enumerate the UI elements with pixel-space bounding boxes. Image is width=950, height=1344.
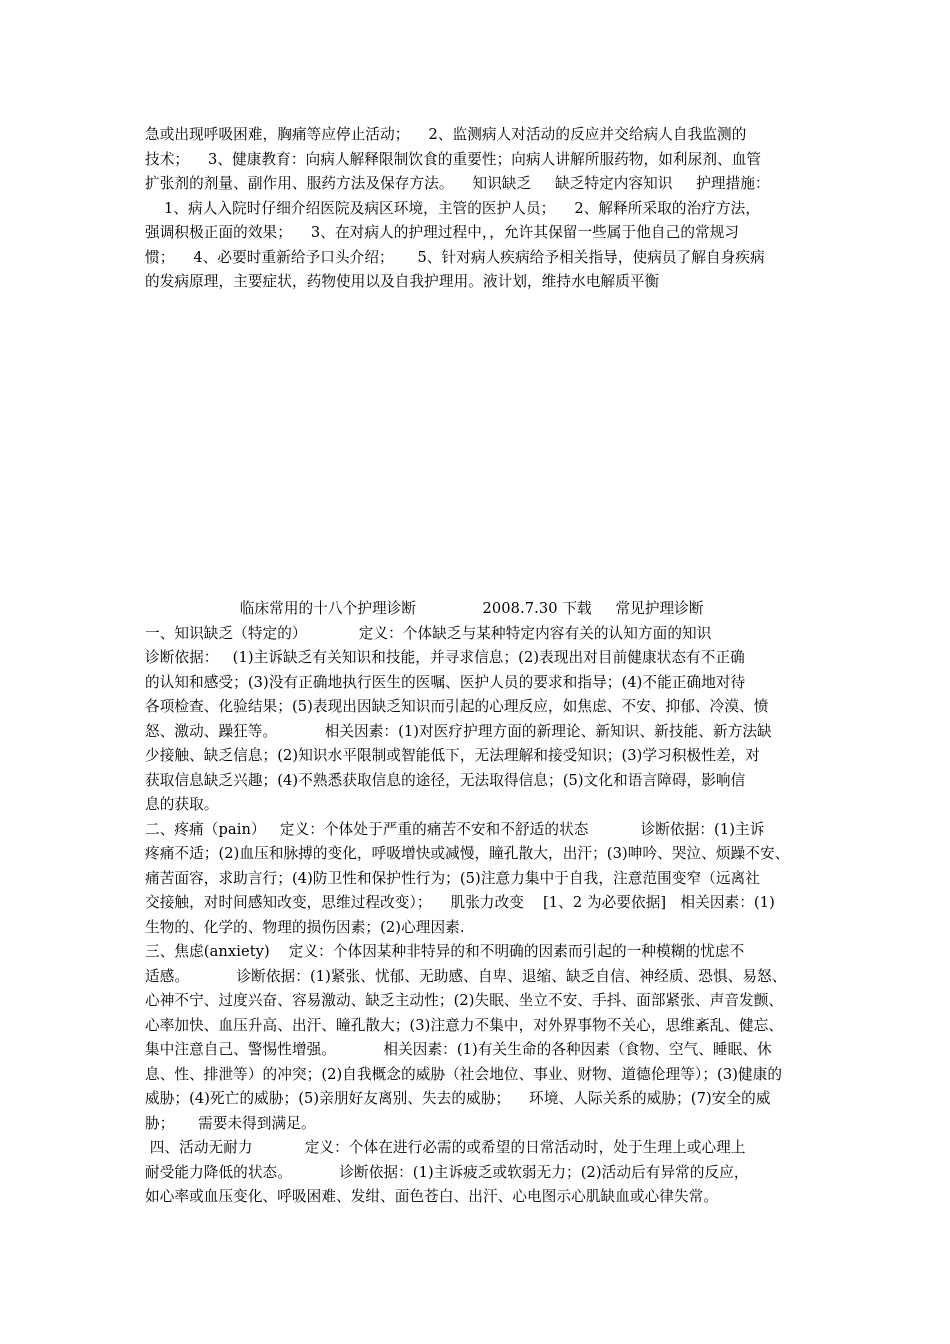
text-line: 的发病原理，主要症状，药物使用以及自我护理用。液计划，维持水电解质平衡 [145,273,660,290]
text-line: 的认知和感受；(3)没有正确地执行医生的医嘱、医护人员的要求和指导；(4)不能正确地对待 [145,673,746,691]
text-line: 技术； 3、健康教育：向病人解释限制饮食的重要性；向病人讲解所服药物，如利尿剂、血管 [145,150,762,168]
text-line: 集中注意自己、警惕性增强。 相关因素：(1)有关生命的各种因素（食物、空气、睡眠、休 [145,1041,772,1058]
text-line: 诊断依据： (1)主诉缺乏有关知识和技能，并寻求信息；(2)表现出对目前健康状态有不正确 [145,649,745,666]
nursing-diagnosis-section [145,597,811,1210]
text-line: 怒、激动、躁狂等。 相关因素：(1)对医疗护理方面的新理论、新知识、新技能、新方法缺 [145,722,772,740]
text-line: 适感。 诊断依据：(1)紧张、忧郁、无助感、自卑、退缩、缺乏自信、神经质、恐惧、易怒、 [145,967,787,985]
text-line: 心神不宁、过度兴奋、容易激动、缺乏主动性；(2)失眠、坐立不安、手抖、面部紧张、声音发颤、 [145,992,784,1009]
text-line: 四、活动无耐力 定义：个体在进行必需的或希望的日常活动时，处于生理上或心理上 [145,1139,746,1156]
text-line: 胁； 需要未得到满足。 [145,1114,316,1132]
text-line: 交接触，对时间感知改变，思维过程改变）； 肌张力改变 [1、2 为必要依据] 相关因素：(1) [145,894,775,911]
text-line: 如心率或血压变化、呼吸困难、发绀、面色苍白、出汗、心电图示心肌缺血或心律失常。 [145,1188,719,1205]
text-line: 疼痛不适；(2)血压和脉搏的变化，呼吸增快或减慢，瞳孔散大，出汗；(3)呻吟、哭泣、烦躁不安、 [145,845,790,862]
text-line: 耐受能力降低的状态。 诊断依据：(1)主诉疲乏或软弱无力；(2)活动后有异常的反应， [145,1163,749,1181]
text-line: 获取信息缺乏兴趣；(4)不熟悉获取信息的途径，无法取得信息；(5)文化和语言障碍，影响信 [145,771,746,789]
text-line: 急或出现呼吸困难，胸痛等应停止活动； 2、监测病人对活动的反应并交给病人自我监测的 [145,126,747,143]
text-line: 心率加快、血压升高、出汗、瞳孔散大；(3)注意力不集中，对外界事物不关心，思维紊乱、健忘、 [145,1016,784,1034]
text-line: 息的获取。 [145,796,219,813]
top-paragraph [145,123,811,295]
text-line: 扩张剂的剂量、副作用、服药方法及保存方法。 知识缺乏 缺乏特定内容知识 护理措施： [145,175,770,192]
text-line: 强调积极正面的效果； 3、在对病人的护理过程中，，允许其保留一些属于他自己的常规习 [145,224,740,241]
text-line: 一、知识缺乏（特定的） 定义：个体缺乏与某种特定内容有关的认知方面的知识 [145,624,712,642]
text-line: 息、性、排泄等）的冲突；(2)自我概念的威胁（社会地位、事业、财物、道德伦理等）；(3)健康的 [145,1065,783,1083]
text-line: 惯； 4、必要时重新给予口头介绍； 5、针对病人疾病给予相关指导，使病员了解自身疾病 [145,248,765,266]
text-line: 三、焦虑(anxiety) 定义：个体因某种非特异的和不明确的因素而引起的一种模糊的忧虑不 [145,943,745,960]
text-line: 二、疼痛（pain） 定义：个体处于严重的痛苦不安和不舒适的状态 诊断依据：(1)主诉 [145,820,765,838]
text-line: 少接触、缺乏信息；(2)知识水平限制或智能低下，无法理解和接受知识；(3)学习积极性差，对 [145,747,761,764]
text-line: 1、病人入院时仔细介绍医院及病区环境，主管的医护人员； 2、解释所采取的治疗方法， [145,199,761,217]
text-line: 痛苦面容，求助言行；(4)防卫性和保护性行为；(5)注意力集中于自我，注意范围变窄（远离社 [145,869,761,887]
section-title-line: 临床常用的十八个护理诊断 2008.7.30 下载 常见护理诊断 [145,600,704,617]
text-line: 生物的、化学的、物理的损伤因素；(2)心理因素. [145,918,465,936]
text-line: 各项检查、化验结果；(5)表现出因缺乏知识而引起的心理反应，如焦虑、不安、抑郁、冷漠、愤 [145,698,769,715]
text-line: 威胁；(4)死亡的威胁；(5)亲朋好友离别、失去的威胁； 环境、人际关系的威胁；(7)安全的威 [145,1090,771,1107]
